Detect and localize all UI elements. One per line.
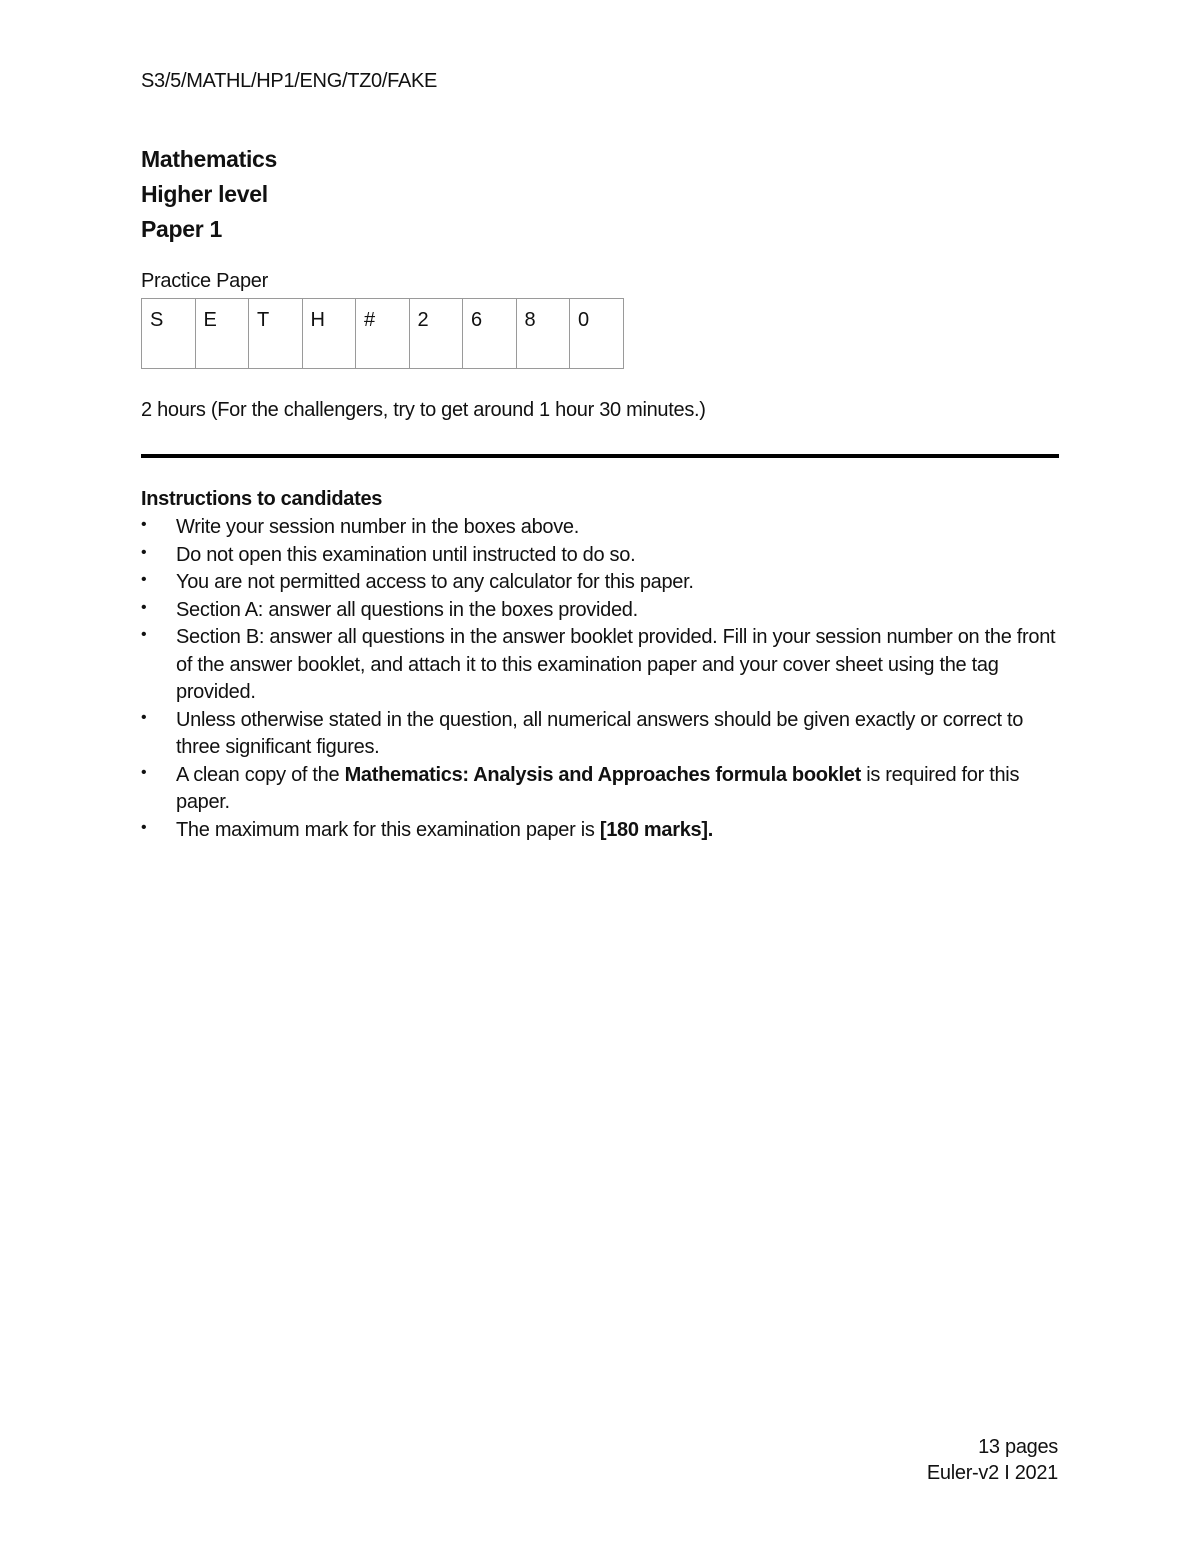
session-box-char: 8 bbox=[524, 309, 536, 331]
session-box-char: T bbox=[257, 309, 270, 331]
instruction-item bbox=[141, 514, 1061, 542]
instructions-heading: Instructions to candidates bbox=[141, 488, 383, 510]
max-marks: [180 marks]. bbox=[599, 818, 713, 841]
title-block bbox=[141, 142, 277, 247]
instruction-item bbox=[141, 542, 1061, 570]
instruction-text: Unless otherwise stated in the question, all numerical answers should be given exactly or correct to three significant figures. bbox=[176, 708, 1024, 758]
paper-title: Paper 1 bbox=[141, 216, 223, 242]
level-title: Higher level bbox=[141, 181, 268, 207]
instruction-text-pre: The maximum mark for this examination paper is bbox=[176, 818, 600, 841]
session-box[interactable] bbox=[356, 299, 410, 368]
instructions-list bbox=[141, 514, 1061, 844]
footer bbox=[927, 1434, 1058, 1486]
version-label: Euler-v2 I 2021 bbox=[926, 1462, 1058, 1484]
practice-label: Practice Paper bbox=[141, 270, 268, 292]
instruction-text-post: is required for this paper. bbox=[176, 763, 1020, 813]
session-box[interactable] bbox=[303, 299, 357, 368]
session-box[interactable] bbox=[196, 299, 250, 368]
session-box-char: E bbox=[203, 309, 217, 331]
bullet-icon: • bbox=[141, 763, 147, 781]
session-box-char: 6 bbox=[471, 309, 483, 331]
session-box-char: 0 bbox=[578, 309, 590, 331]
bullet-icon: • bbox=[141, 516, 147, 533]
session-box[interactable] bbox=[463, 299, 517, 368]
session-box[interactable] bbox=[142, 299, 196, 368]
bullet-icon: • bbox=[141, 571, 147, 588]
session-box-char: # bbox=[364, 309, 376, 331]
instruction-item bbox=[141, 597, 1061, 625]
formula-booklet-name: Mathematics: Analysis and Approaches formula booklet bbox=[344, 763, 861, 786]
duration-text: 2 hours (For the challengers, try to get around 1 hour 30 minutes.) bbox=[141, 399, 706, 421]
subject-title: Mathematics bbox=[141, 146, 278, 172]
instruction-text: Write your session number in the boxes above. bbox=[176, 516, 580, 538]
bullet-icon: • bbox=[141, 598, 147, 616]
instruction-text-pre: A clean copy of the bbox=[176, 763, 345, 786]
horizontal-divider bbox=[141, 454, 1059, 458]
instruction-text: You are not permitted access to any calculator for this paper. bbox=[176, 571, 694, 593]
instruction-text: Do not open this examination until instructed to do so. bbox=[176, 543, 636, 566]
session-box[interactable] bbox=[249, 299, 303, 368]
instruction-text: Section A: answer all questions in the boxes provided. bbox=[176, 598, 638, 621]
session-box[interactable] bbox=[410, 299, 464, 368]
bullet-icon: • bbox=[141, 818, 147, 836]
instruction-item-max-marks bbox=[141, 817, 1061, 845]
instruction-item bbox=[141, 624, 1061, 707]
instruction-item-formula-booklet bbox=[141, 762, 1061, 817]
session-box[interactable] bbox=[570, 299, 624, 368]
instruction-item bbox=[141, 569, 1061, 597]
session-box-char: 2 bbox=[417, 309, 429, 331]
session-number-boxes bbox=[141, 298, 624, 369]
instruction-text: Section B: answer all questions in the answer booklet provided. Fill in your session number on the front of the answer booklet, and attach it to this examination paper and your cover sheet using the tag provided. bbox=[176, 626, 1056, 703]
instruction-item bbox=[141, 707, 1061, 762]
bullet-icon: • bbox=[141, 708, 147, 726]
page-count: 13 pages bbox=[978, 1436, 1058, 1458]
session-box[interactable] bbox=[517, 299, 571, 368]
session-box-char: H bbox=[310, 309, 325, 331]
bullet-icon: • bbox=[141, 543, 147, 561]
session-box-char: S bbox=[150, 309, 164, 331]
bullet-icon: • bbox=[141, 626, 147, 643]
paper-code: S3/5/MATHL/HP1/ENG/TZ0/FAKE bbox=[141, 70, 438, 92]
